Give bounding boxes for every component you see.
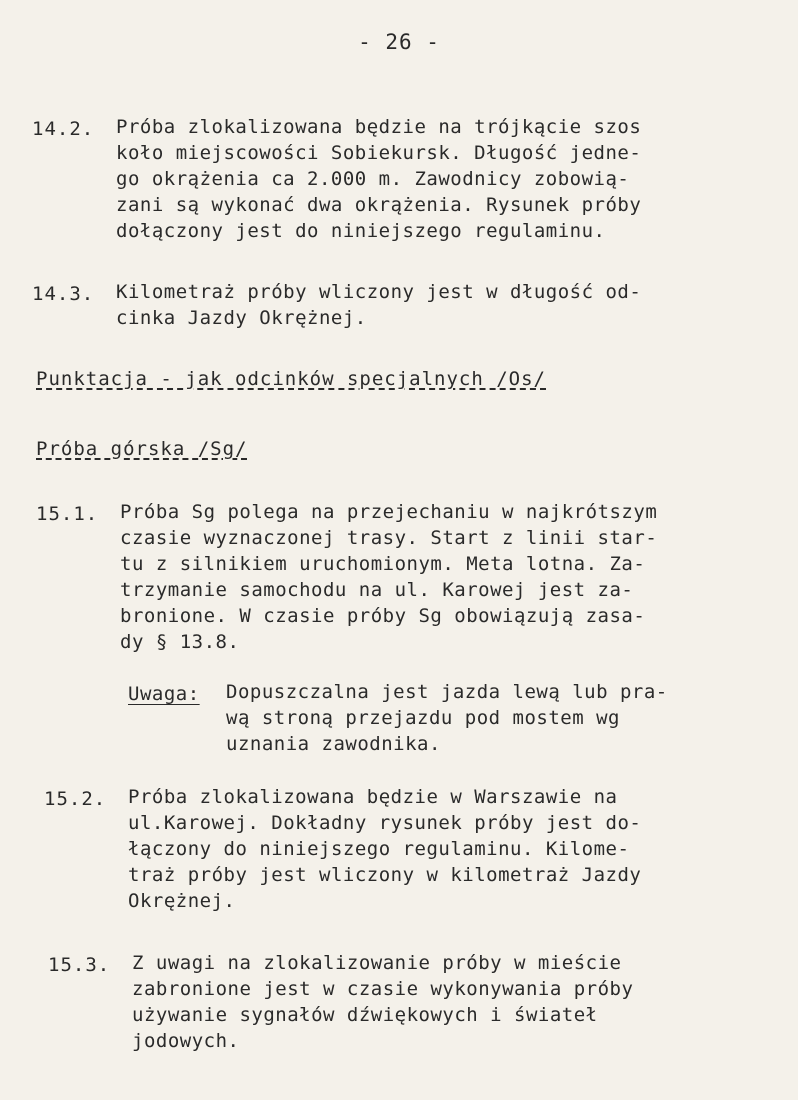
text-line: Próba Sg polega na przejechaniu w najkrótszym bbox=[120, 501, 658, 523]
text-line: zabronione jest w czasie wykonywania próby bbox=[132, 978, 634, 1000]
section-number-15-3: 15.3. bbox=[48, 954, 111, 976]
text-line: uznania zawodnika. bbox=[226, 733, 441, 755]
text-line: cinka Jazdy Okrężnej. bbox=[116, 307, 367, 329]
text-line: Próba zlokalizowana będzie na trójkącie szos bbox=[116, 116, 642, 138]
heading-proba-gorska: Próba górska /Sg/ bbox=[36, 438, 248, 460]
section-15-3-text bbox=[132, 950, 633, 1054]
note-label: Uwaga: bbox=[128, 683, 200, 705]
text-line: Próba zlokalizowana będzie w Warszawie na bbox=[128, 786, 618, 808]
text-line: tu z silnikiem uruchomionym. Meta lotna. Za- bbox=[120, 553, 646, 575]
text-line: Dopuszczalna jest jazda lewą lub pra- bbox=[226, 681, 668, 703]
text-line: zani są wykonać dwa okrążenia. Rysunek próby bbox=[116, 194, 642, 216]
section-14-2-text bbox=[116, 114, 641, 244]
text-line: jodowych. bbox=[132, 1030, 240, 1052]
text-line: bronione. W czasie próby Sg obowiązują zasa- bbox=[120, 605, 646, 627]
section-number-14-2: 14.2. bbox=[32, 118, 95, 140]
section-number-15-1: 15.1. bbox=[36, 503, 99, 525]
text-line: czasie wyznaczonej trasy. Start z linii star- bbox=[120, 527, 658, 549]
section-number-14-3: 14.3. bbox=[32, 283, 95, 305]
heading-punktacja: Punktacja - jak odcinków specjalnych /Os/ bbox=[36, 368, 546, 390]
page-number: - 26 - bbox=[358, 30, 440, 54]
section-15-1-text bbox=[120, 499, 657, 655]
text-line: łączony do niniejszego regulaminu. Kilome- bbox=[128, 838, 630, 860]
section-15-2-text bbox=[128, 784, 641, 914]
text-line: wą stroną przejazdu pod mostem wg bbox=[226, 707, 620, 729]
text-line: dołączony jest do niniejszego regulaminu. bbox=[116, 220, 606, 242]
note-text bbox=[226, 679, 668, 757]
text-line: koło miejscowości Sobiekursk. Długość jedne- bbox=[116, 142, 642, 164]
text-line: Okrężnej. bbox=[128, 890, 236, 912]
text-line: Z uwagi na zlokalizowanie próby w mieście bbox=[132, 952, 622, 974]
section-number-15-2: 15.2. bbox=[44, 788, 107, 810]
text-line: ul.Karowej. Dokładny rysunek próby jest do- bbox=[128, 812, 642, 834]
section-14-3-text bbox=[116, 279, 641, 331]
text-line: traż próby jest wliczony w kilometraż Jazdy bbox=[128, 864, 642, 886]
text-line: go okrążenia ca 2.000 m. Zawodnicy zobowią- bbox=[116, 168, 630, 190]
text-line: używanie sygnałów dźwiękowych i świateł bbox=[132, 1004, 598, 1026]
text-line: dy § 13.8. bbox=[120, 631, 240, 653]
text-line: trzymanie samochodu na ul. Karowej jest za- bbox=[120, 579, 634, 601]
text-line: Kilometraż próby wliczony jest w długość od- bbox=[116, 281, 642, 303]
